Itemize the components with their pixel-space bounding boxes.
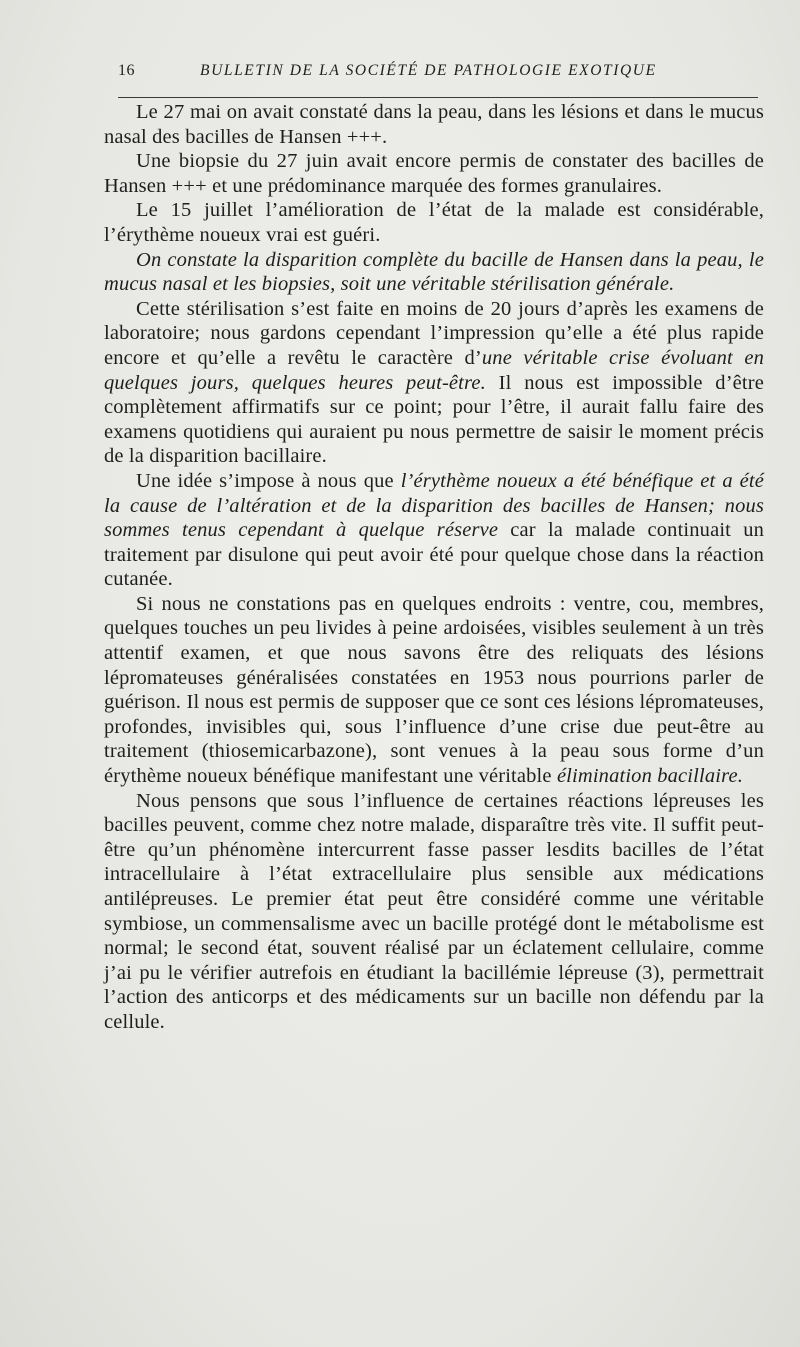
text-segment: Une idée s’impose à nous que	[136, 469, 401, 492]
italic-text-segment: On constate la disparition complète du bacille de Hansen dans la peau, le mucus nasal et les biopsies, soit une véritable stérilisation générale.	[104, 248, 764, 296]
text-segment: Il nous est impossible d’être complètement affirmatifs sur ce point; pour l’être, il aurait fallu faire des examens quotidiens qui auraient pu nous permettre de saisir le moment précis de la disparition bacillaire.	[104, 371, 765, 468]
page-number: 16	[118, 62, 135, 79]
text-segment: Nous pensons que sous l’influence de certaines réactions lépreuses les bacilles peuvent, comme chez notre malade, disparaître très vite. Il suffit peut-être qu’un phénomène intercurrent fasse passer lesdits bacilles de l’état intracellulaire à l’état extracellulaire plus sensible aux médications antilépreuses. Le premier état peut être considéré comme une véritable symbiose, un commensalisme avec un bacille protégé dont le métabolisme est normal; le second état, souvent réalisé par un éclatement cellulaire, comme j’ai pu le vérifier autrefois en étudiant la bacillémie lépreuse (3), permettrait l’action des anticorps et des médicaments sur un bacille non défendu par la cellule.	[104, 789, 764, 1033]
header-rule	[118, 97, 758, 98]
paragraph	[104, 297, 764, 469]
paragraph	[104, 100, 764, 149]
text-segment: Le 15 juillet l’amélioration de l’état de la malade est considérable, l’érythème noueux vrai est guéri.	[104, 199, 764, 246]
italic-text-segment: une véritable crise évoluant en quelques jours, quelques heures peut-être.	[104, 346, 764, 394]
italic-text-segment: l’érythème noueux a été bénéfique et a été la cause de l’altération et de la disparition des bacilles de Hansen; nous sommes tenus cependant à quelque réserve	[104, 469, 764, 542]
paragraph	[104, 469, 764, 592]
paragraph	[104, 592, 764, 789]
article-body	[104, 100, 764, 1035]
paragraph	[104, 248, 764, 297]
text-segment: Si nous ne constations pas en quelques endroits : ventre, cou, membres, quelques touches un peu livides à peine ardoisées, visibles seulement à un très attentif examen, et que nous savons être des reliquats des lésions lépromateuses généralisées constatées en 1953 nous pourrions parler de guérison. Il nous est permis de supposer que ce sont ces lésions lépromateuses, profondes, invisibles qui, sous l’influence d’une crise due peut-être au traitement (thiosemicarbazone), sont venues à la peau sous forme d’un érythème noueux bénéfique manifestant une véritable	[104, 592, 764, 788]
italic-text-segment: élimination bacillaire.	[556, 765, 743, 788]
paragraph	[104, 149, 764, 198]
text-segment: Le 27 mai on avait constaté dans la peau, dans les lésions et dans le mucus nasal des bacilles de Hansen +++.	[104, 101, 764, 148]
running-title: BULLETIN DE LA SOCIÉTÉ DE PATHOLOGIE EXOTIQUE	[200, 62, 657, 79]
text-segment: Cette stérilisation s’est faite en moins de 20 jours d’après les examens de laboratoire; nous gardons cependant l’impression qu’elle a été plus rapide encore et qu’elle a revêtu le caractère d’	[104, 297, 764, 369]
text-segment: car la malade continuait un traitement par disulone qui peut avoir été pour quelque chose dans la réaction cutanée.	[104, 519, 764, 591]
text-segment: Une biopsie du 27 juin avait encore permis de constater des bacilles de Hansen +++ et une prédominance marquée des formes granulaires.	[104, 150, 764, 197]
paragraph	[104, 198, 764, 247]
paragraph	[104, 789, 764, 1035]
page-header	[118, 62, 758, 90]
